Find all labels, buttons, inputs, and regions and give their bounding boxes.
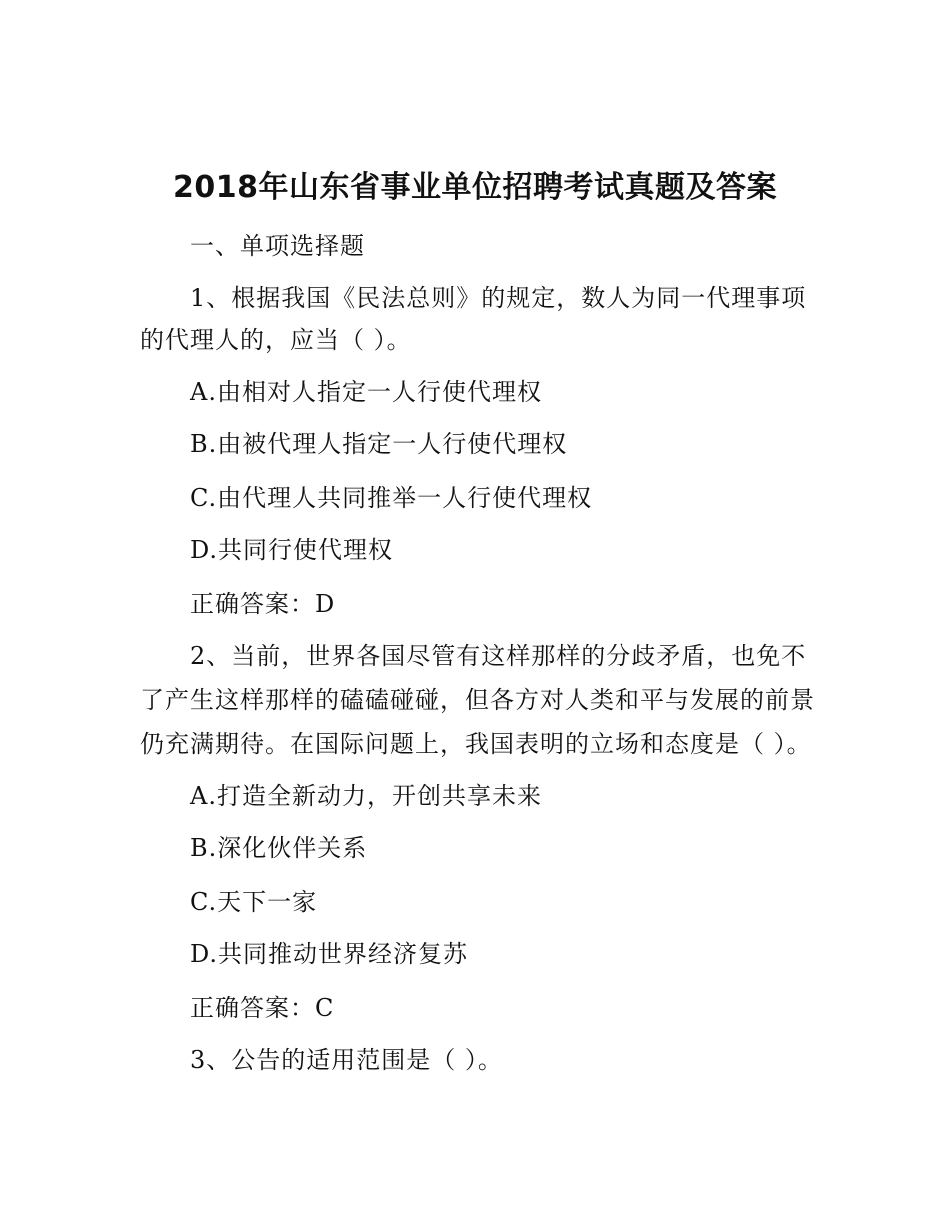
question-1-stem-line-1: 1、根据我国《民法总则》的规定，数人为同一代理事项 <box>190 284 807 312</box>
question-3-stem-line-1: 3、公告的适用范围是（ ）。 <box>190 1046 503 1074</box>
question-2-stem-line-1: 2、当前，世界各国尽管有这样那样的分歧矛盾，也免不 <box>190 642 807 670</box>
question-2-option-d: D.共同推动世界经济复苏 <box>190 940 469 968</box>
question-1-option-c: C.由代理人共同推举一人行使代理权 <box>190 484 593 512</box>
question-2-answer: 正确答案：C <box>190 994 335 1022</box>
question-1-option-b: B.由被代理人指定一人行使代理权 <box>190 430 568 458</box>
question-1-option-a: A.由相对人指定一人行使代理权 <box>190 378 542 406</box>
document-title: 2018年山东省事业单位招聘考试真题及答案 <box>173 170 777 205</box>
section-heading: 一、单项选择题 <box>190 232 365 260</box>
question-1-answer: 正确答案：D <box>190 590 336 618</box>
question-1-stem-line-2: 的代理人的，应当（ ）。 <box>140 326 412 354</box>
question-2-option-c: C.天下一家 <box>190 888 318 916</box>
question-1-option-d: D.共同行使代理权 <box>190 536 394 564</box>
question-2-option-b: B.深化伙伴关系 <box>190 834 368 862</box>
question-2-stem-line-3: 仍充满期待。在国际问题上，我国表明的立场和态度是（ ）。 <box>140 730 812 758</box>
question-2-stem-line-2: 了产生这样那样的磕磕碰碰，但各方对人类和平与发展的前景 <box>140 686 815 714</box>
question-2-option-a: A.打造全新动力，开创共享未来 <box>190 782 542 810</box>
